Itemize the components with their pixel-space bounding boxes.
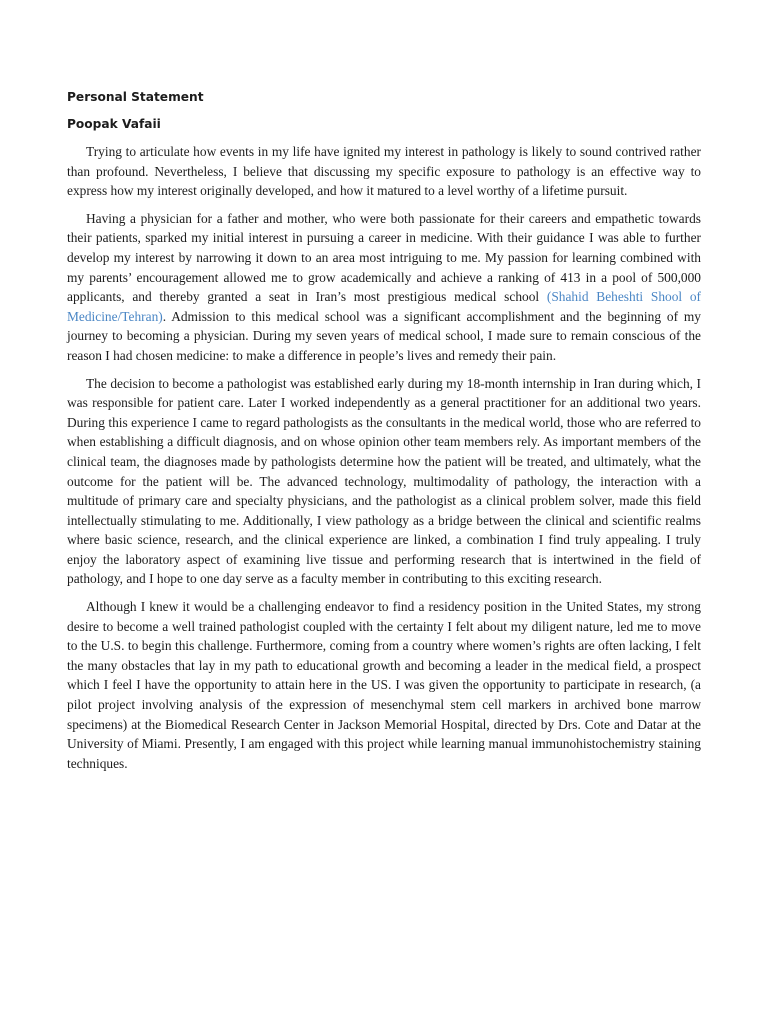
paragraph-2-text-after: . Admission to this medical school was a significant accomplishment and the beginning of my journey to becoming a physician. During my seven years of medical school, I made sure to remain conscious of the reason I had chosen medicine: to make a difference in people’s lives and remedy their pain. (67, 308, 701, 363)
school-name-highlight: (Shahid Beheshti Shool of Medicine/Tehran) (67, 289, 702, 324)
paragraph-2 (67, 209, 701, 366)
paragraph-4-text: Although I knew it would be a challenging endeavor to find a residency position in the United States, my strong desire to become a well trained pathologist coupled with the certainty I felt about my diligent nature, led me to move to the U.S. to begin this challenge. Furthermore, coming from a country where women’s rights are often lacking, I felt the many obstacles that lay in my path to educational growth and becoming a leader in the medical field, a prospect which I feel I have the opportunity to attain here in the US. I was given the opportunity to participate in research, (a pilot project involving analysis of the expression of mesenchymal stem cell markers in archived bone marrow specimens) at the Biomedical Research Center in Jackson Memorial Hospital, directed by Drs. Cote and Datar at the University of Miami. Presently, I am engaged with this project while learning manual immunohistochemistry staining techniques. (67, 599, 701, 771)
document-page (67, 88, 701, 781)
paragraph-1 (67, 142, 701, 201)
author-name: Poopak Vafaii (67, 117, 161, 131)
paragraph-4 (67, 597, 701, 773)
paragraph-2-text-before: Having a physician for a father and mother, who were both passionate for their careers and empathetic towards their patients, sparked my initial interest in pursuing a career in medicine. With their guidance I was able to further develop my interest by narrowing it down to an area most intriguing to me. My passion for learning combined with my parents’ encouragement allowed me to grow academically and achieve a ranking of 413 in a pool of 500,000 applicants, and thereby granted a seat in Iran’s most prestigious medical school (67, 210, 701, 305)
paragraph-1-text: Trying to articulate how events in my life have ignited my interest in pathology is likely to sound contrived rather than profound. Nevertheless, I believe that discussing my specific exposure to pathology is an effective way to express how my interest originally developed, and how it matured to a level worthy of a lifetime pursuit. (67, 144, 701, 199)
document-title: Personal Statement (67, 90, 204, 104)
paragraph-3 (67, 374, 701, 590)
paragraph-3-text: The decision to become a pathologist was established early during my 18-month internship in Iran during which, I was responsible for patient care. Later I worked independently as a general practitioner for an additional two years. During this experience I came to regard pathologists as the consultants in the medical world, those who are referred to when establishing a difficult diagnosis, and on whose opinion other team members rely. As important members of the clinical team, the diagnoses made by pathologists determine how the patient will be treated, and ultimately, what the outcome for the patient will be. The advanced technology, multimodality of pathology, the interaction with a multitude of primary care and specialty physicians, and the pathologist as a clinical problem solver, made this field intellectually stimulating to me. Additionally, I view pathology as a bridge between the clinical and scientific realms where basic science, research, and the clinical experience are linked, a combination I find truly appealing. I truly enjoy the laboratory aspect of examining live tissue and performing research that is intertwined in the field of pathology, and I hope to one day serve as a faculty member in contributing to this exciting research. (67, 375, 701, 587)
